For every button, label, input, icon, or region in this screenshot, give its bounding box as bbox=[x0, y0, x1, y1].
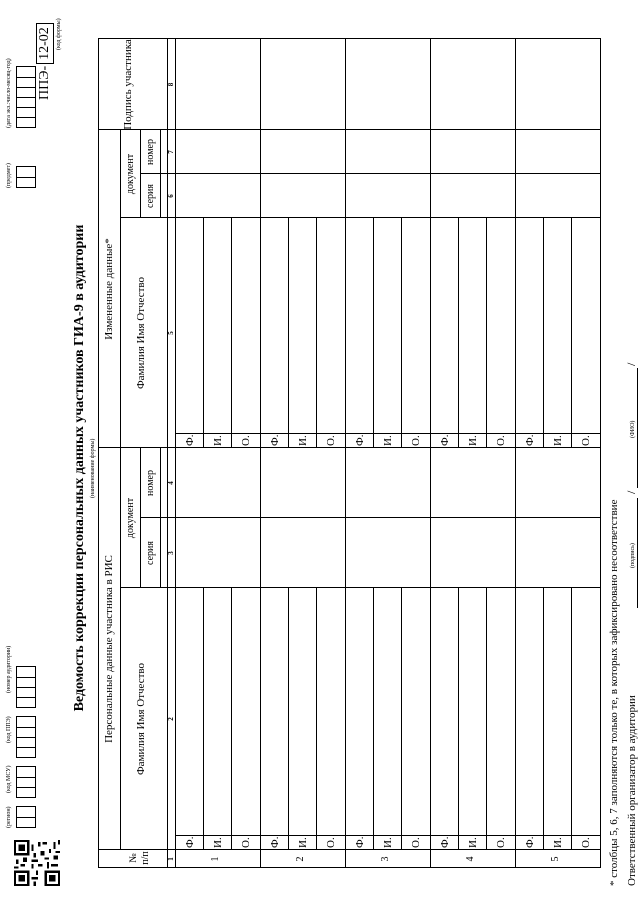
fio-letter: И. bbox=[467, 837, 479, 848]
signature-line bbox=[637, 498, 638, 608]
changed-fio-header: Фамилия Имя Отчество bbox=[135, 276, 147, 390]
fio-letter: О. bbox=[240, 435, 252, 446]
fio-letter: Ф. bbox=[439, 836, 451, 848]
row-number: 4 bbox=[465, 856, 476, 862]
changed-series-header: серия bbox=[145, 184, 156, 208]
name-line bbox=[637, 368, 638, 488]
fio-letter: И. bbox=[552, 837, 564, 848]
row-number: 5 bbox=[550, 856, 561, 862]
column-number: 5 bbox=[167, 331, 175, 335]
slash: / bbox=[624, 490, 638, 494]
changed-document-header: документ bbox=[125, 153, 136, 195]
fio-letter: И. bbox=[212, 837, 224, 848]
fio-letter: Ф. bbox=[184, 836, 196, 848]
fio-letter: Ф. bbox=[354, 434, 366, 446]
region-caption: (регион) bbox=[6, 806, 12, 828]
ppe-code-caption: (код ППЭ) bbox=[6, 716, 12, 743]
ris-fio-header: Фамилия Имя Отчество bbox=[135, 662, 147, 776]
row-number: 2 bbox=[295, 856, 306, 862]
ris-series-header: серия bbox=[145, 541, 156, 565]
fio-letter: И. bbox=[297, 837, 309, 848]
fio-letter: И. bbox=[382, 837, 394, 848]
fio-letter: О. bbox=[410, 837, 422, 848]
fio-letter: И. bbox=[467, 435, 479, 446]
fio-letter: О. bbox=[410, 435, 422, 446]
fio-letter: И. bbox=[552, 435, 564, 446]
fio-letter: И. bbox=[212, 435, 224, 446]
fio-letter: Ф. bbox=[524, 836, 536, 848]
fio-letter: Ф. bbox=[269, 434, 281, 446]
form-code-caption: (код формы) bbox=[56, 18, 62, 50]
ris-document-header: документ bbox=[125, 497, 136, 539]
organizer-label: Ответственный организатор в аудитории bbox=[626, 695, 638, 886]
fio-letter: Ф. bbox=[269, 836, 281, 848]
column-number: 7 bbox=[167, 150, 175, 154]
column-number: 2 bbox=[167, 717, 175, 721]
fio-letter: И. bbox=[382, 435, 394, 446]
fio-letter: О. bbox=[240, 837, 252, 848]
signature-caption: (подпись) bbox=[630, 543, 636, 568]
column-number: 6 bbox=[167, 194, 175, 198]
row-number: 1 bbox=[210, 856, 221, 862]
name-caption: (ФИО) bbox=[630, 420, 636, 438]
subject-caption: (предмет) bbox=[6, 163, 12, 188]
col-number-header: № п/п bbox=[128, 851, 151, 865]
fio-letter: О. bbox=[495, 435, 507, 446]
column-number: 4 bbox=[167, 481, 175, 485]
form-code-prefix: ППЭ- bbox=[37, 65, 52, 100]
fio-letter: О. bbox=[580, 837, 592, 848]
fio-letter: О. bbox=[495, 837, 507, 848]
column-number: 8 bbox=[167, 82, 175, 87]
form-title-caption: (наименование формы) bbox=[90, 438, 96, 498]
room-number-caption: (номер аудитории) bbox=[6, 645, 12, 693]
column-number: 1 bbox=[167, 857, 175, 861]
form-title: Ведомость коррекции персональных данных участников ГИА-9 в аудитории bbox=[72, 224, 87, 712]
fio-letter: Ф. bbox=[524, 434, 536, 446]
changed-number-header: номер bbox=[145, 139, 156, 165]
column-number: 3 bbox=[167, 551, 175, 555]
fio-letter: О. bbox=[325, 435, 337, 446]
fio-letter: О. bbox=[580, 435, 592, 446]
fio-letter: О. bbox=[325, 837, 337, 848]
fio-letter: И. bbox=[297, 435, 309, 446]
form-code-number: 12-02 bbox=[36, 23, 54, 64]
footnote: * столбцы 5, 6, 7 заполняются только те, в которых зафиксировано несоответствие bbox=[608, 499, 620, 886]
slash: / bbox=[624, 362, 638, 366]
row-number: 3 bbox=[380, 856, 391, 862]
fio-letter: Ф. bbox=[184, 434, 196, 446]
fio-letter: Ф. bbox=[354, 836, 366, 848]
changed-group-header: Измененные данные* bbox=[103, 238, 115, 340]
fio-letter: Ф. bbox=[439, 434, 451, 446]
ris-group-header: Персональные данные участника в РИС bbox=[103, 555, 115, 743]
exam-date-caption: (дата экз.:число-месяц-год) bbox=[6, 58, 12, 128]
msu-code-caption: (код МСУ) bbox=[6, 765, 12, 793]
ris-number-header: номер bbox=[145, 470, 156, 496]
signature-header: Подпись участника bbox=[122, 39, 134, 130]
